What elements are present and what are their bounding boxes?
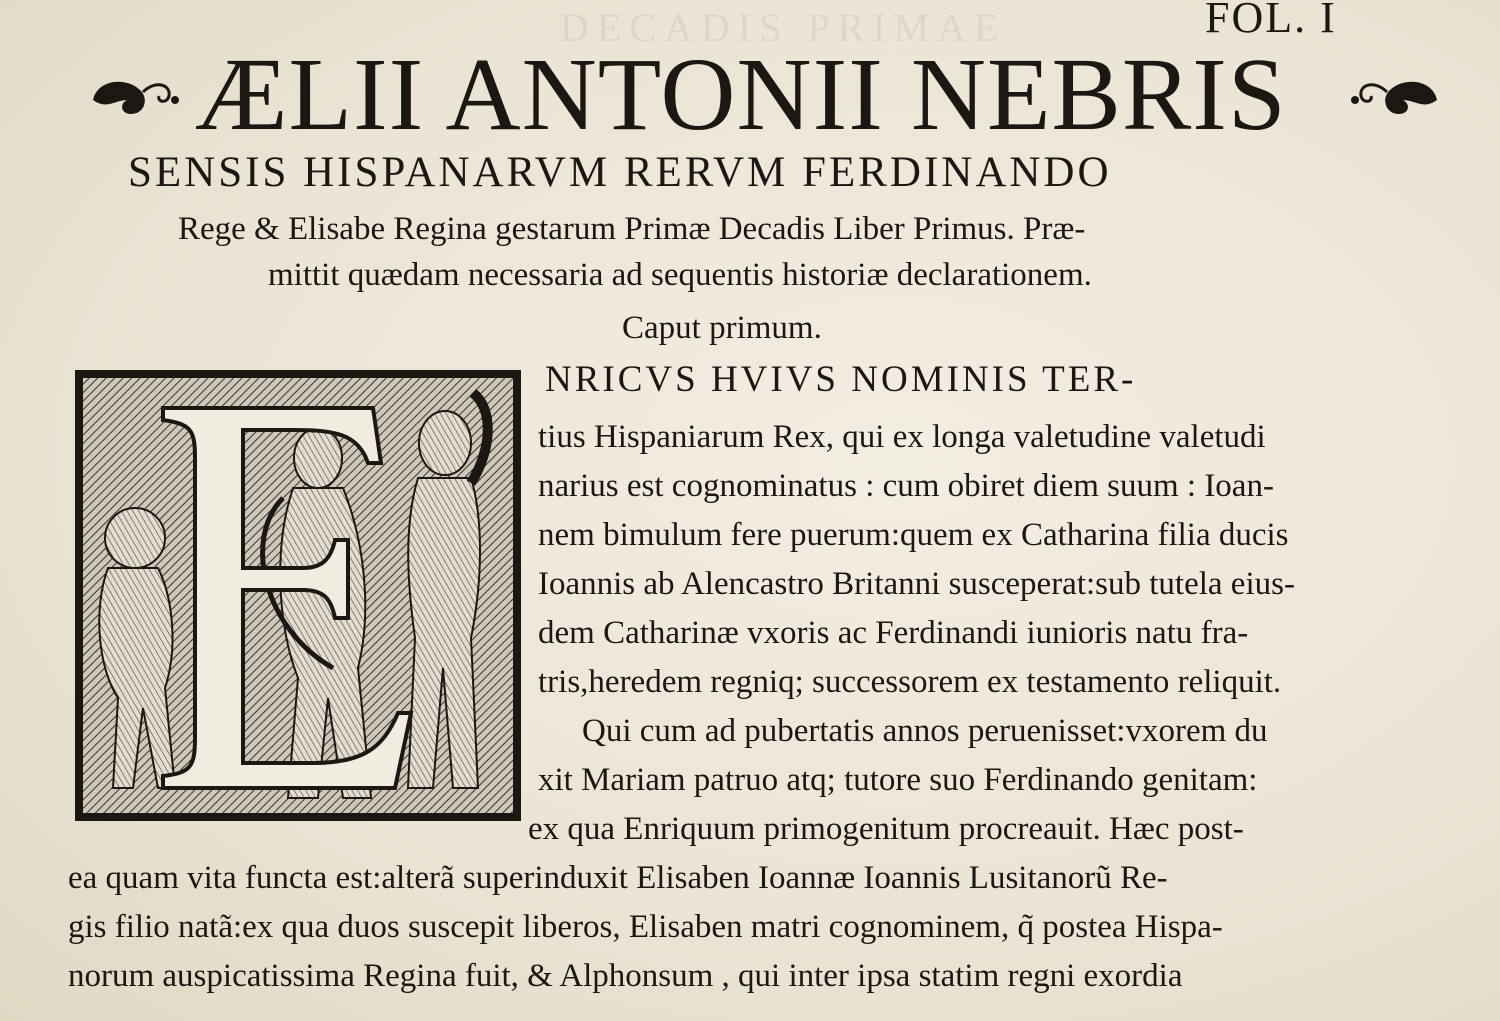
intro-line: mittit quædam necessaria ad sequentis historiæ declarationem. (268, 257, 1092, 293)
body-line: ex qua Enriquum primogenitum procreauit. Hæc post- (528, 811, 1244, 847)
fleuron-right-icon (1345, 70, 1445, 126)
body-line: nem bimulum fere puerum:quem ex Catharina filia ducis (538, 517, 1289, 553)
body-line: norum auspicatissima Regina fuit, & Alphonsum , qui inter ipsa statim regni exordia (68, 958, 1183, 994)
body-line: xit Mariam patruo atq; tutore suo Ferdinando genitam: (538, 762, 1258, 798)
decorated-initial-e (73, 368, 523, 823)
body-line: Qui cum ad pubertatis annos peruenisset:vxorem du (582, 713, 1268, 749)
body-line: Ioannis ab Alencastro Britanni susceperat:sub tutela eius- (538, 566, 1295, 602)
chapter-heading: Caput primum. (622, 310, 822, 346)
body-line: narius est cognominatus : cum obiret diem suum : Ioan- (538, 468, 1274, 504)
body-line: ea quam vita functa est:alterã superinduxit Elisaben Ioannæ Ioannis Lusitanorũ Re- (68, 860, 1168, 896)
body-line: tris,heredem regniq; successorem ex testamento reliquit. (538, 664, 1282, 700)
intro-line: Rege & Elisabe Regina gestarum Primæ Decadis Liber Primus. Præ- (178, 211, 1086, 247)
body-line: dem Catharinæ vxoris ac Ferdinandi iunioris natu fra- (538, 615, 1249, 651)
first-line: NRICVS HVIVS NOMINIS TER- (545, 359, 1137, 400)
body-line: gis filio natã:ex qua duos suscepit liberos, Elisaben matri cognominem, q̃ postea Hispa- (68, 909, 1223, 945)
show-through-text: DECADIS PRIMAE (560, 5, 1007, 50)
folio-number: FOL. I (1205, 0, 1337, 42)
fleuron-left-icon (85, 70, 185, 126)
body-line: tius Hispaniarum Rex, qui ex longa valetudine valetudi (538, 419, 1266, 455)
subtitle: SENSIS HISPANARVM RERVM FERDINANDO (128, 149, 1112, 196)
main-title: ÆLII ANTONII NEBRIS (195, 37, 1287, 152)
title-line (75, 37, 1445, 152)
